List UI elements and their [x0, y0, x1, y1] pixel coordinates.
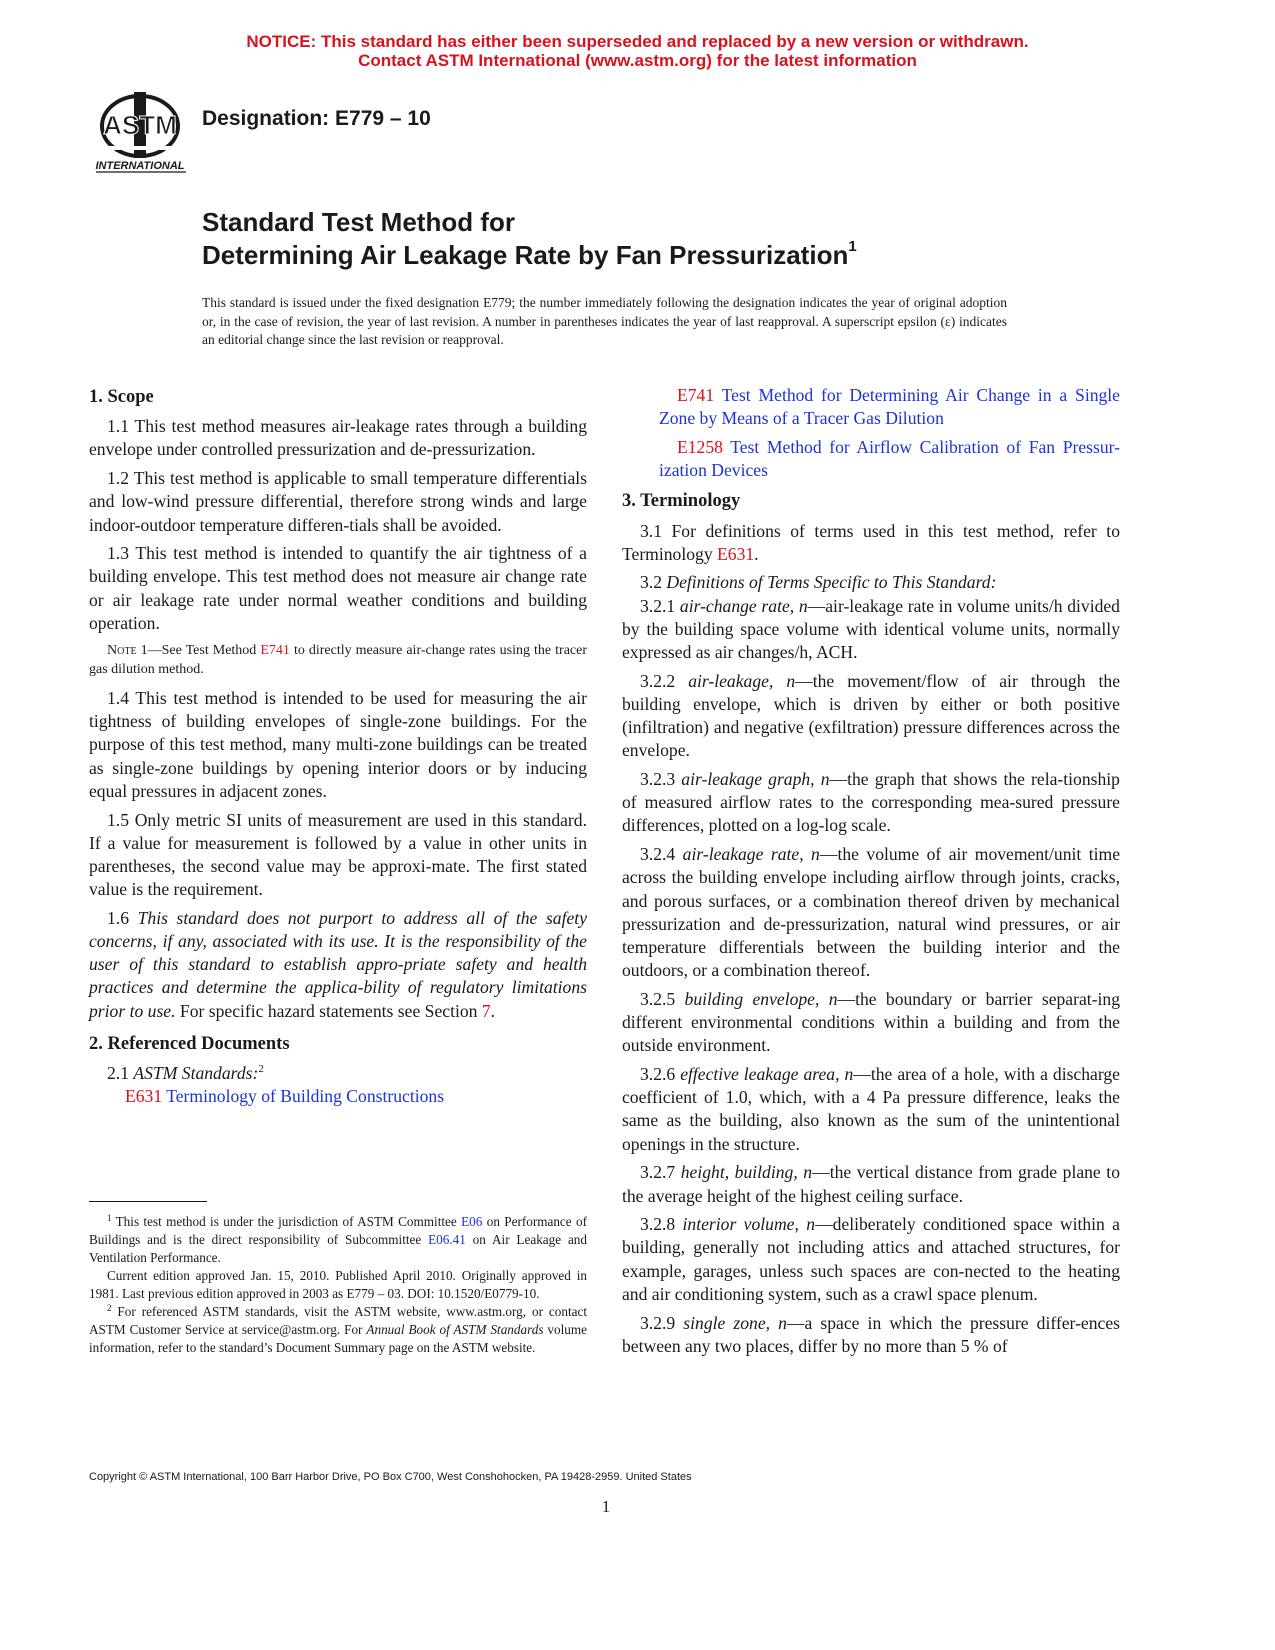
terminology-heading: 3. Terminology	[622, 491, 741, 512]
definition-3-2-7	[622, 1161, 1120, 1207]
paragraph-1-1: 1.1 This test method measures air-leakage rates through a building envelope under controlled pressurization and de-pressurization.	[89, 416, 587, 460]
p2-1-num: 2.1	[107, 1063, 134, 1084]
fn1-a: This test method is under the jurisdiction of ASTM Committee	[111, 1214, 462, 1229]
notice-line-2: Contact ASTM International (www.astm.org) for the latest information	[358, 51, 917, 70]
paragraph-1-2: 1.2 This test method is applicable to small temperature differentials and low-wind pressure differential, therefore strong winds and large indoor-outdoor temperature differen-tials shall be avoided.	[89, 468, 587, 535]
d1-text: —air-leakage rate in volume units/h divided by the building space volume with identical volume units, normally expressed as air changes/h, ACH.	[622, 595, 1120, 663]
right-column	[622, 384, 1120, 1363]
paragraph-1-5: 1.5 Only metric SI units of measurement are used in this standard. If a value for measurement is followed by a value in other units in parentheses, the second value may be approxi-mate. The first stated value is the requirement.	[89, 809, 587, 900]
d6-text: —the area of a hole, with a discharge coefficient of 1.0, which, with a 4 Pa pressure difference, leaks the same as the building, also known as the sum of the unintentional openings in the structure.	[622, 1063, 1120, 1154]
d7-num: 3.2.7	[640, 1162, 681, 1183]
footnote-rule	[89, 1201, 207, 1202]
d6-term: effective leakage area, n	[680, 1063, 854, 1084]
p1-6-italic: This standard does not purport to address all of the safety concerns, if any, associated with its use. It is the responsibility of the user of this standard to establish appro-priate safety and health practices and determine the applica-bility of regulatory limitations prior to use.	[89, 907, 588, 1021]
d8-text: —deliberately conditioned space within a building, generally not including attics and attached structures, for example, garages, unless such spaces are con-nected to the heating and air conditioning system, such as a crawl space plenum.	[622, 1214, 1120, 1304]
d7-text: —the vertical distance from grade plane to the average height of the highest ceiling surface.	[622, 1162, 1120, 1206]
definition-3-2-9	[622, 1312, 1120, 1358]
definition-3-2-1	[622, 595, 1120, 665]
section-7-link[interactable]: 7	[481, 1000, 491, 1021]
p1-6-tail: For specific hazard statements see Section	[175, 1000, 482, 1021]
fn2-a: For referenced ASTM standards, visit the ASTM website, www.astm.org, or contact ASTM Customer Service at service@astm.org. For	[89, 1304, 587, 1337]
fn2-italic: Annual Book of ASTM Standards	[366, 1322, 544, 1337]
copyright-line: Copyright © ASTM International, 100 Barr Harbor Drive, PO Box C700, West Conshohocken, PA 19428-2959. United States	[89, 1471, 692, 1483]
definition-3-2-6	[622, 1063, 1120, 1156]
definition-3-2-3	[622, 768, 1120, 838]
issue-statement: This standard is issued under the fixed designation E779; the number immediately following the designation indicates the year of original adoption or, in the case of revision, the year of last revision. A number in parentheses indicates the year of last reapproval. A superscript epsilon (ε) indicates an editorial change since the last revision or reapproval.	[202, 295, 1007, 347]
p3-1-link-e631[interactable]: E631	[717, 543, 755, 564]
notice-line-1: NOTICE: This standard has either been superseded and replaced by a new version or withdrawn.	[246, 32, 1029, 51]
note-1	[89, 641, 587, 679]
note-suffix: to directly measure air-change rates using the tracer gas dilution method.	[89, 643, 587, 678]
d8-term: interior volume, n	[682, 1214, 816, 1235]
p3-1-end: .	[754, 543, 759, 564]
astm-logo	[88, 82, 192, 174]
referenced-documents-heading: 2. Referenced Documents	[89, 1033, 290, 1054]
ref-e741-title[interactable]: Test Method for Determining Air Change in a Single Zone by Means of a Tracer Gas Dilution	[659, 385, 1120, 429]
d3-text: —the graph that shows the rela-tionship of measured airflow rates to the corresponding mea-sured pressure differences, plotted on a log-log scale.	[622, 769, 1120, 836]
definition-3-2-8	[622, 1213, 1120, 1306]
d3-term: air-leakage graph, n	[681, 769, 830, 790]
d2-term: air-leakage, n	[688, 670, 796, 691]
ref-e1258	[622, 436, 1120, 482]
d2-num: 3.2.2	[640, 670, 689, 691]
definition-3-2-4	[622, 843, 1120, 982]
p1-6-num: 1.6	[107, 907, 138, 928]
logo-subtext: INTERNATIONAL	[95, 160, 185, 172]
d4-num: 3.2.4	[640, 844, 683, 865]
document-title	[202, 206, 857, 272]
p3-2-num: 3.2	[640, 572, 667, 593]
ref-e1258-code[interactable]: E1258	[677, 436, 723, 457]
footnote-1	[89, 1213, 587, 1267]
astm-logo-mark	[88, 82, 192, 174]
footnote-1-edition: Current edition approved Jan. 15, 2010. Published April 2010. Originally approved in 1981. Last previous edition approved in 2003 as E779 – 03. DOI: 10.1520/E0779-10.	[89, 1268, 587, 1301]
footnote-2	[89, 1303, 587, 1357]
ref-e631	[89, 1085, 587, 1108]
paragraph-2-1	[89, 1062, 587, 1085]
designation: Designation: E779 – 10	[202, 107, 431, 130]
page-number: 1	[601, 1497, 611, 1516]
title-footnote-mark: 1	[848, 238, 857, 255]
note-label: Note	[107, 643, 137, 659]
footnotes	[89, 1213, 587, 1357]
d9-num: 3.2.9	[640, 1312, 684, 1333]
d1-term: air-change rate, n	[679, 595, 808, 616]
note-prefix: 1—See Test Method	[136, 643, 261, 659]
d5-text: —the boundary or barrier separat-ing different environmental conditions within a building and from the outside environment.	[622, 988, 1121, 1056]
d5-term: building envelope, n	[684, 988, 838, 1009]
fn1-link-e06[interactable]: E06	[461, 1214, 483, 1229]
d2-text: —the movement/flow of air through the building envelope, which is driven by either or both positive (infiltration) and negative (exfiltration) pressure differences across the envelope.	[622, 670, 1121, 761]
p3-1-text: 3.1 For definitions of terms used in this test method, refer to Terminology	[622, 520, 1120, 564]
ref-e741	[622, 384, 1120, 430]
fn1-link-e0641[interactable]: E06.41	[428, 1232, 466, 1247]
d4-text: —the volume of air movement/unit time across the building envelope including airflow through joints, cracks, and porous surfaces, or a combination thereof driven by mechanical pressurization and de-pressurization, natural wind pressures, or air temperature differentials between the building interior and the outdoors, or a combination thereof.	[622, 844, 1121, 981]
scope-heading: 1. Scope	[89, 387, 154, 407]
d3-num: 3.2.3	[640, 769, 682, 790]
left-column	[89, 384, 587, 1114]
fn1-c: on Air Leakage and Ventilation Performance.	[89, 1232, 587, 1265]
title-line-2	[202, 239, 857, 272]
note-link-e741[interactable]: E741	[260, 643, 290, 659]
ref-e741-code[interactable]: E741	[677, 385, 715, 405]
paragraph-1-3: 1.3 This test method is intended to quantify the air tightness of a building envelope. This test method does not measure air change rate or air leakage rate under normal weather conditions and building operation.	[89, 543, 587, 633]
d6-num: 3.2.6	[640, 1063, 681, 1084]
d7-term: height, building, n	[680, 1162, 813, 1183]
ref-e631-title[interactable]: Terminology of Building Constructions	[162, 1086, 445, 1107]
paragraph-1-6	[89, 907, 587, 1023]
ref-e631-code[interactable]: E631	[125, 1086, 163, 1107]
fn2-mark: 2	[107, 1303, 112, 1313]
paragraph-1-4: 1.4 This test method is intended to be used for measuring the air tightness of building envelopes of single-zone buildings. For the purpose of this test method, many multi-zone buildings can be treated as single-zone buildings by opening interior doors or by inducing equal pressures in adjacent zones.	[89, 688, 587, 801]
ref-e1258-title[interactable]: Test Method for Airflow Calibration of Fan Pressur-ization Devices	[659, 436, 1120, 481]
p1-6-end: .	[490, 1000, 496, 1021]
fn1-mark: 1	[107, 1213, 112, 1223]
fn2-b: volume information, refer to the standard’s Document Summary page on the ASTM website.	[89, 1322, 587, 1355]
superseded-notice	[0, 32, 1275, 70]
fn1-b: on Performance of Buildings and is the direct responsibility of Subcommittee	[89, 1214, 587, 1247]
paragraph-3-2	[622, 571, 1120, 594]
d9-term: single zone, n	[683, 1312, 787, 1333]
d9-text: —a space in which the pressure differ-ences between any two places, differ by no more than 5 % of	[622, 1312, 1120, 1356]
p2-1-italic: ASTM Standards:	[133, 1063, 259, 1084]
d5-num: 3.2.5	[640, 988, 685, 1009]
p3-2-italic: Definitions of Terms Specific to This Standard:	[666, 572, 997, 593]
title-line-1: Standard Test Method for	[202, 207, 515, 237]
d1-num: 3.2.1	[640, 595, 680, 616]
paragraph-3-1	[622, 520, 1120, 566]
title-line-2-text: Determining Air Leakage Rate by Fan Pressurization	[202, 240, 849, 270]
d8-num: 3.2.8	[640, 1214, 683, 1235]
d4-term: air-leakage rate, n	[682, 844, 820, 865]
definition-3-2-2	[622, 670, 1120, 763]
definition-3-2-5	[622, 988, 1120, 1058]
logo-letters: ASTM	[103, 110, 177, 140]
p2-1-sup: 2	[258, 1063, 264, 1076]
